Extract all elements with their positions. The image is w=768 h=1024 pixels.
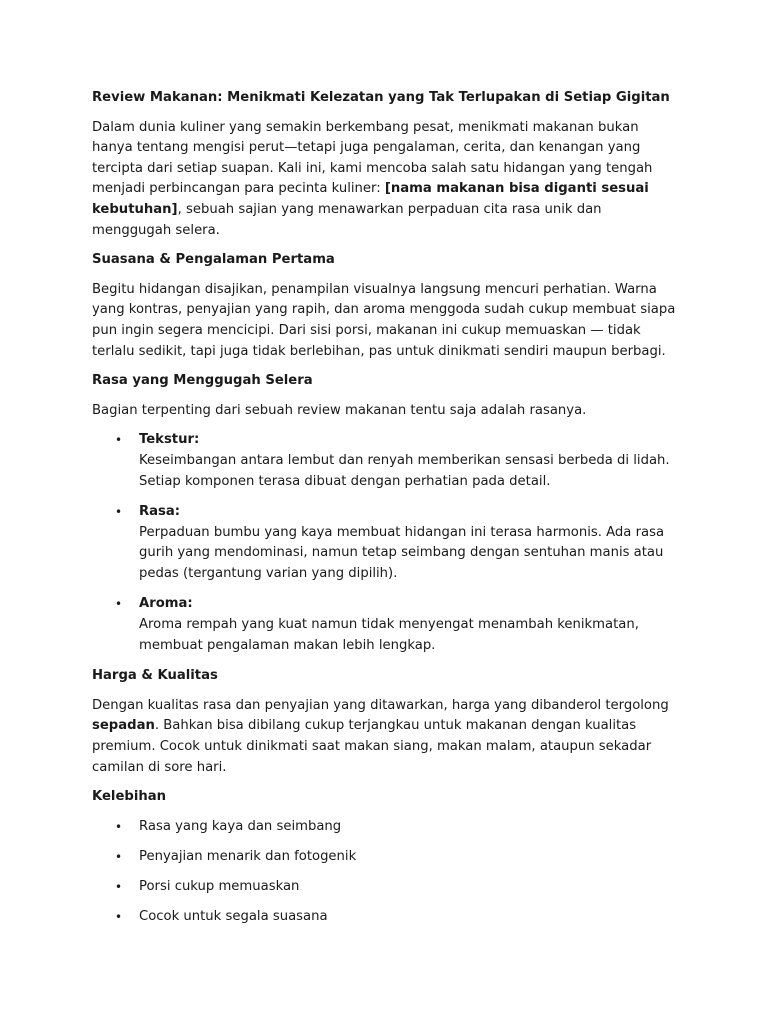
section-heading-advantages: Kelebihan (92, 789, 167, 805)
price-emphasis: sepadan (92, 718, 155, 734)
bullet-icon: • (115, 505, 123, 520)
section-heading-taste: Rasa yang Menggugah Selera (92, 373, 313, 389)
document-title: Review Makanan: Menikmati Kelezatan yang Tak Terlupakan di Setiap Gigitan (92, 90, 670, 105)
intro-paragraph (92, 118, 678, 242)
price-text-1: Dengan kualitas rasa dan penyajian yang ditawarkan, harga yang dibanderol tergolong (92, 697, 669, 713)
list-item-text: Cocok untuk segala suasana (139, 908, 328, 924)
advantages-list (92, 817, 678, 928)
section-heading-price: Harga & Kualitas (92, 668, 218, 684)
taste-list (92, 430, 678, 656)
list-item (92, 877, 678, 898)
list-item-text: Perpaduan bumbu yang kaya membuat hidangan ini terasa harmonis. Ada rasa gurih yang mendominasi, namun tetap seimbang dengan sentuhan manis atau pedas (tergantung varian yang dipilih). (139, 524, 665, 581)
atmosphere-paragraph: Begitu hidangan disajikan, penampilan visualnya langsung mencuri perhatian. Warna yang kontras, penyajian yang rapih, dan aroma menggoda sudah cukup membuat siapa pun ingin segera mencicipi. Dari sisi porsi, makanan ini cukup memuaskan — tidak terlalu sedikit, tapi juga tidak berlebihan, pas untuk dinikmati sendiri maupun berbagi. (92, 281, 676, 359)
section-heading-atmosphere: Suasana & Pengalaman Pertama (92, 252, 335, 268)
list-item-text: Rasa yang kaya dan seimbang (139, 818, 342, 834)
bullet-icon: • (115, 879, 123, 894)
list-item (92, 502, 678, 584)
list-item-label: Aroma: (139, 596, 193, 612)
intro-text-1: Dalam dunia kuliner yang semakin berkembang pesat, menikmati makanan bukan hanya tentang mengisi perut—tetapi juga pengalaman, cerita, dan kenangan yang tercipta dari setiap suapan. Kali ini, kami mencoba salah satu hidangan yang tengah menjadi perbincangan para pecinta kuliner: (92, 119, 653, 197)
bullet-icon: • (115, 597, 123, 612)
price-paragraph (92, 696, 678, 778)
list-item-label: Rasa: (139, 504, 181, 520)
intro-text-2: , sebuah sajian yang menawarkan perpaduan cita rasa unik dan menggugah selera. (92, 201, 602, 238)
intro-food-name: [nama makanan bisa diganti sesuai kebutuhan] (92, 181, 649, 217)
list-item-label: Tekstur: (139, 432, 200, 448)
list-item-text: Porsi cukup memuaskan (139, 878, 300, 894)
taste-intro-paragraph: Bagian terpenting dari sebuah review makanan tentu saja adalah rasanya. (92, 402, 587, 418)
bullet-icon: • (115, 909, 123, 924)
list-item-text: Aroma rempah yang kuat namun tidak menyengat menambah kenikmatan, membuat pengalaman makan lebih lengkap. (139, 617, 639, 653)
list-item (92, 430, 678, 492)
bullet-icon: • (115, 433, 123, 448)
bullet-icon: • (115, 819, 123, 834)
list-item (92, 907, 678, 928)
list-item-text: Keseimbangan antara lembut dan renyah memberikan sensasi berbeda di lidah. Setiap komponen terasa dibuat dengan perhatian pada detail. (139, 452, 670, 489)
price-text-2: . Bahkan bisa dibilang cukup terjangkau untuk makanan dengan kualitas premium. Cocok untuk dinikmati saat makan siang, makan malam, ataupun sekadar camilan di sore hari. (92, 718, 652, 775)
bullet-icon: • (115, 849, 123, 864)
list-item (92, 817, 678, 838)
list-item-text: Penyajian menarik dan fotogenik (139, 848, 357, 864)
list-item (92, 847, 678, 868)
list-item (92, 594, 678, 656)
